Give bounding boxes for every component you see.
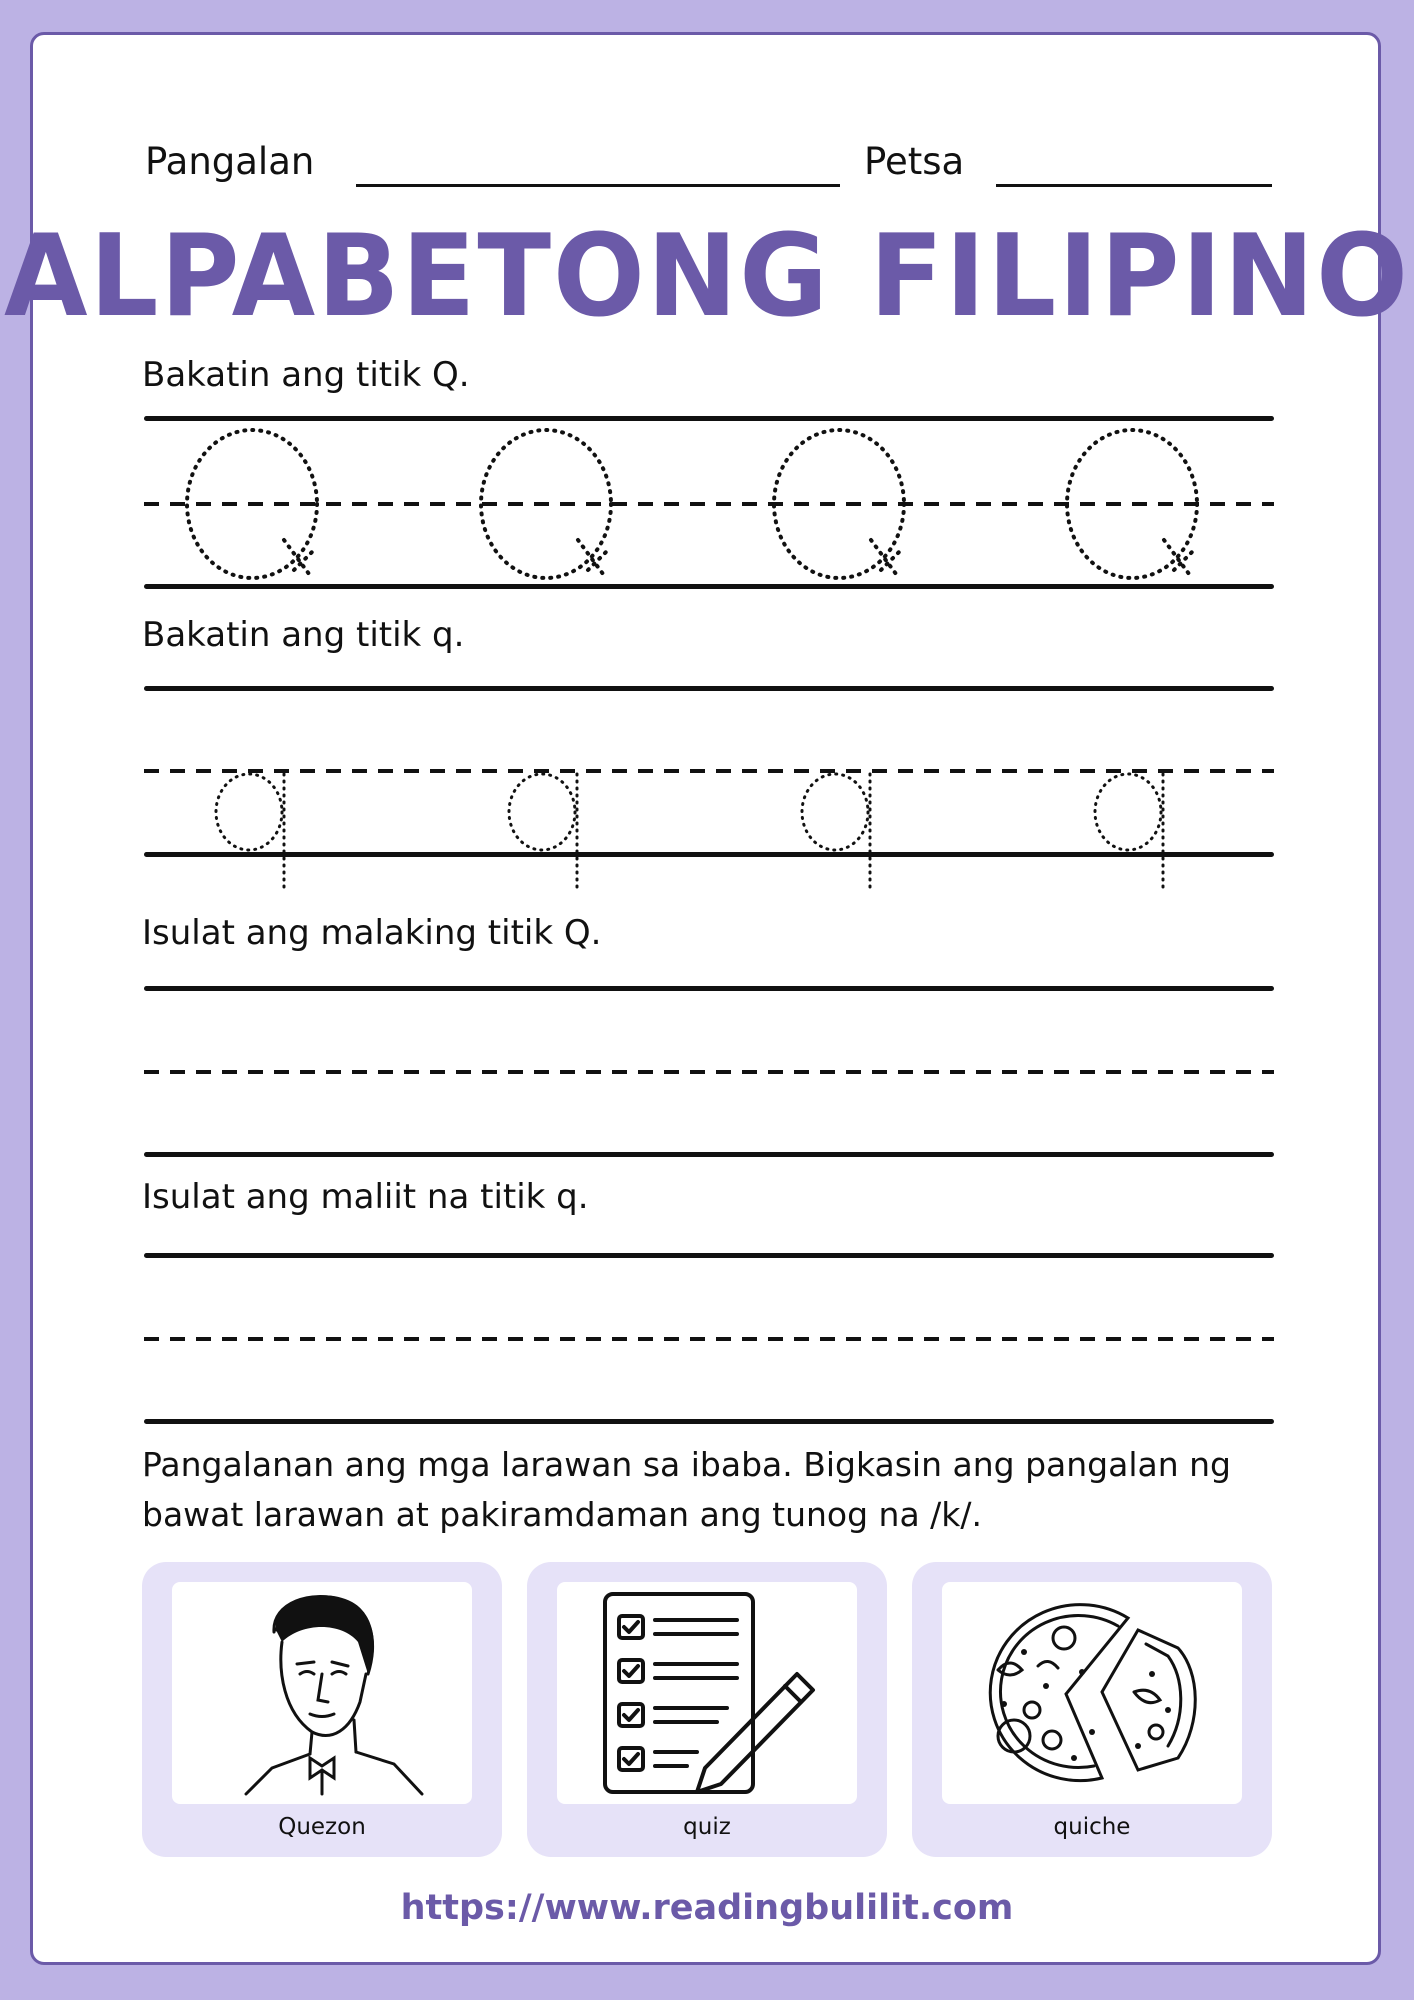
date-blank-line[interactable]	[996, 184, 1272, 187]
dotted-lower-q[interactable]	[802, 774, 870, 888]
dotted-lower-q[interactable]	[509, 774, 577, 888]
writing-mid-dashed-line[interactable]	[144, 1070, 1274, 1074]
writing-top-line[interactable]	[144, 986, 1274, 991]
writing-base-line[interactable]	[144, 1152, 1274, 1157]
dotted-upper-q[interactable]	[774, 430, 904, 578]
picture-card-quezon	[142, 1562, 502, 1857]
dotted-lower-q[interactable]	[216, 774, 284, 888]
picture-card-quiz	[527, 1562, 887, 1857]
writing-top-line	[144, 686, 1274, 691]
instruction-trace-upper: Bakatin ang titik Q.	[142, 355, 470, 395]
name-label: Pangalan	[145, 140, 315, 183]
quiche-icon	[942, 1582, 1242, 1804]
instruction-write-upper: Isulat ang malaking titik Q.	[142, 913, 602, 953]
picture-instruction: Pangalanan ang mga larawan sa ibaba. Bigkasin ang pangalan ng bawat larawan at pakiramdaman ang tunog na /k/.	[142, 1445, 1231, 1534]
picture-frame	[172, 1582, 472, 1804]
picture-caption: Quezon	[278, 1814, 366, 1840]
page-title: ALPABETONG FILIPINO	[4, 210, 1410, 343]
dotted-upper-q[interactable]	[1067, 430, 1197, 578]
dotted-upper-q[interactable]	[187, 430, 317, 578]
portrait-icon	[172, 1582, 472, 1804]
dotted-lower-q[interactable]	[1095, 774, 1163, 888]
picture-card-quiche	[912, 1562, 1272, 1857]
instruction-write-lower: Isulat ang maliit na titik q.	[142, 1177, 589, 1217]
picture-frame	[557, 1582, 857, 1804]
date-label: Petsa	[864, 140, 965, 183]
picture-caption: quiche	[1053, 1814, 1131, 1840]
name-blank-line[interactable]	[356, 184, 840, 187]
picture-frame	[942, 1582, 1242, 1804]
checklist-icon	[557, 1582, 857, 1804]
writing-mid-dashed-line[interactable]	[144, 1337, 1274, 1341]
dotted-upper-q[interactable]	[481, 430, 611, 578]
writing-top-line[interactable]	[144, 1253, 1274, 1258]
traceable-upper-q-row[interactable]	[144, 420, 1274, 590]
writing-base-line[interactable]	[144, 1419, 1274, 1424]
picture-caption: quiz	[683, 1814, 731, 1840]
footer-url-link[interactable]: https://www.readingbulilit.com	[400, 1888, 1014, 1928]
instruction-trace-lower: Bakatin ang titik q.	[142, 615, 465, 655]
traceable-lower-q-row[interactable]	[144, 760, 1274, 890]
